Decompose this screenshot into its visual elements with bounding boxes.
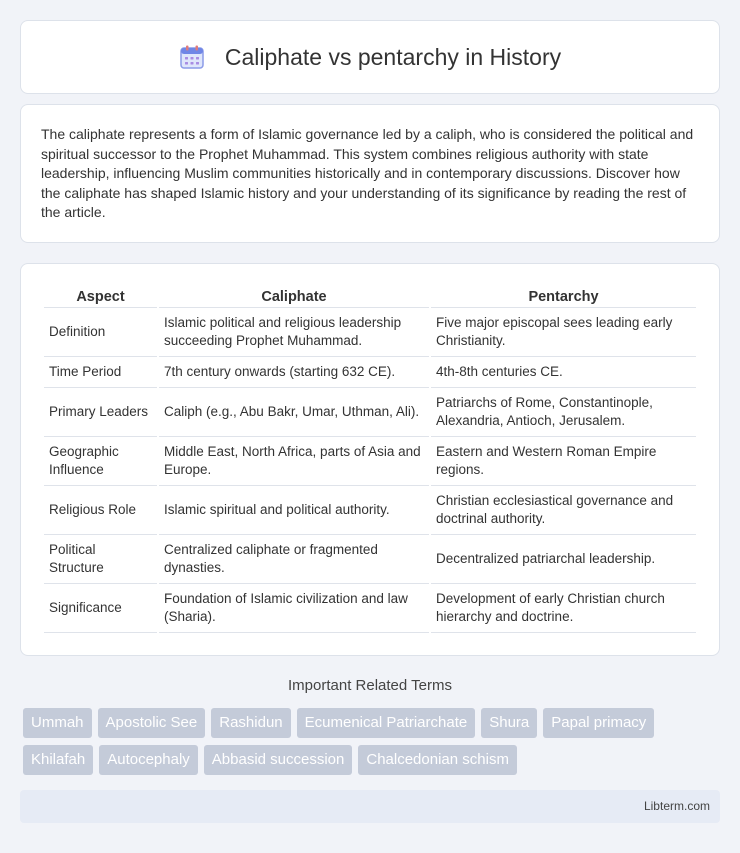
table-header-row: [44, 286, 696, 308]
table-row: [44, 437, 696, 486]
cell-caliphate: 7th century onwards (starting 632 CE).: [159, 357, 429, 388]
calendar-icon: [179, 44, 205, 70]
cell-caliphate: Middle East, North Africa, parts of Asia and Europe.: [159, 437, 429, 486]
related-terms-title: Important Related Terms: [288, 677, 452, 694]
table-row: [44, 486, 696, 535]
table-row: [44, 535, 696, 584]
comparison-card: [20, 263, 720, 656]
cell-caliphate: Islamic political and religious leadership succeeding Prophet Muhammad.: [159, 308, 429, 357]
page-title: Caliphate vs pentarchy in History: [224, 43, 562, 70]
table-row: [44, 584, 696, 633]
title-card: [20, 20, 720, 94]
tag-shura[interactable]: Shura: [481, 708, 537, 738]
cell-aspect: Primary Leaders: [44, 388, 157, 437]
intro-card: [20, 104, 720, 243]
tag-papal-primacy[interactable]: Papal primacy: [543, 708, 654, 738]
cell-pentarchy: Development of early Christian church hierarchy and doctrine.: [431, 584, 696, 633]
tag-ecumenical-patriarchate[interactable]: Ecumenical Patriarchate: [297, 708, 476, 738]
related-terms-list: [23, 708, 713, 775]
cell-pentarchy: 4th-8th centuries CE.: [431, 357, 696, 388]
tag-chalcedonian-schism[interactable]: Chalcedonian schism: [358, 745, 517, 775]
cell-aspect: Definition: [44, 308, 157, 357]
cell-aspect: Significance: [44, 584, 157, 633]
cell-caliphate: Centralized caliphate or fragmented dynasties.: [159, 535, 429, 584]
header-pentarchy: Pentarchy: [431, 286, 696, 308]
intro-text: The caliphate represents a form of Islamic governance led by a caliph, who is considered the political and spiritual successor to the Prophet Muhammad. This system combines religious authority with state leadership, influencing Muslim communities historically and in contemporary discussions. Discover how the caliphate has shaped Islamic history and your understanding of its significance by reading the rest of the article.: [41, 126, 694, 220]
cell-aspect: Geographic Influence: [44, 437, 157, 486]
cell-aspect: Time Period: [44, 357, 157, 388]
tag-khilafah[interactable]: Khilafah: [23, 745, 93, 775]
cell-aspect: Religious Role: [44, 486, 157, 535]
cell-pentarchy: Decentralized patriarchal leadership.: [431, 535, 696, 584]
tag-abbasid-succession[interactable]: Abbasid succession: [204, 745, 353, 775]
cell-pentarchy: Five major episcopal sees leading early Christianity.: [431, 308, 696, 357]
tag-apostolic-see[interactable]: Apostolic See: [98, 708, 206, 738]
cell-pentarchy: Christian ecclesiastical governance and doctrinal authority.: [431, 486, 696, 535]
table-row: [44, 308, 696, 357]
table-row: [44, 357, 696, 388]
cell-caliphate: Caliph (e.g., Abu Bakr, Umar, Uthman, Ali).: [159, 388, 429, 437]
footer: [20, 790, 720, 823]
footer-site-link[interactable]: Libterm.com: [643, 799, 710, 813]
cell-pentarchy: Eastern and Western Roman Empire regions.: [431, 437, 696, 486]
cell-aspect: Political Structure: [44, 535, 157, 584]
tag-ummah[interactable]: Ummah: [23, 708, 92, 738]
tag-rashidun[interactable]: Rashidun: [211, 708, 290, 738]
tag-autocephaly[interactable]: Autocephaly: [99, 745, 198, 775]
header-aspect: Aspect: [44, 286, 157, 308]
header-caliphate: Caliphate: [159, 286, 429, 308]
cell-pentarchy: Patriarchs of Rome, Constantinople, Alexandria, Antioch, Jerusalem.: [431, 388, 696, 437]
table-row: [44, 388, 696, 437]
cell-caliphate: Islamic spiritual and political authority.: [159, 486, 429, 535]
cell-caliphate: Foundation of Islamic civilization and law (Sharia).: [159, 584, 429, 633]
comparison-table: [42, 286, 698, 633]
